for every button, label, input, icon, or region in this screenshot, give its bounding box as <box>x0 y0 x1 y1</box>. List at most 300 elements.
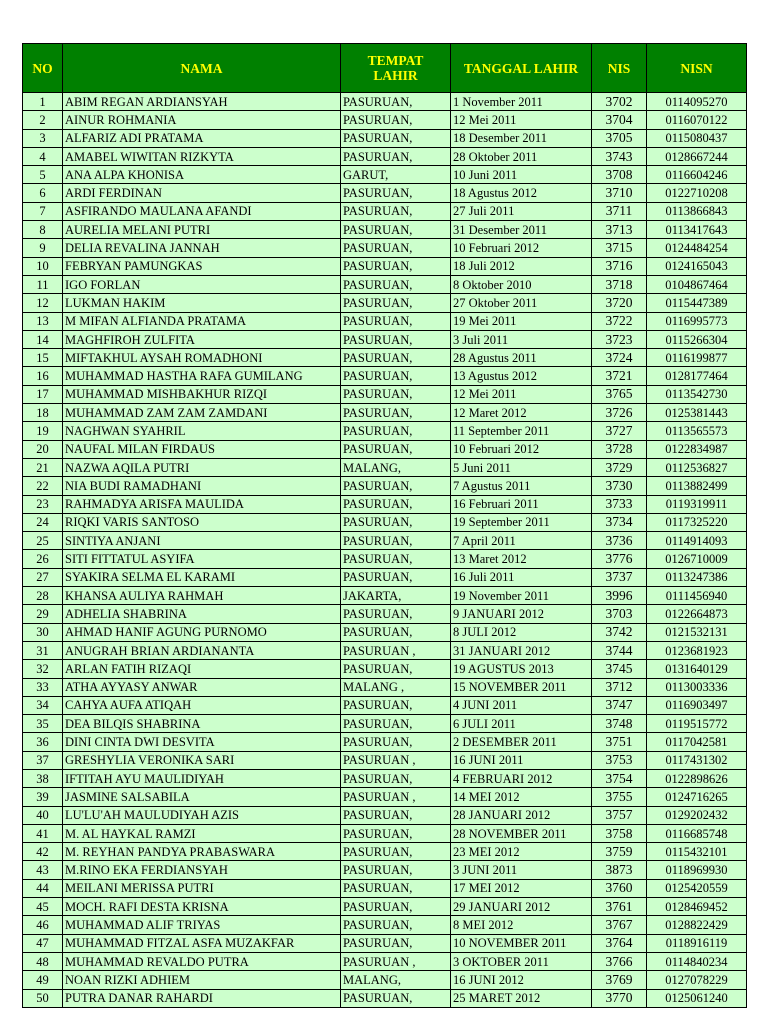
cell-nis: 3723 <box>592 330 647 348</box>
cell-tanggal-lahir: 8 Oktober 2010 <box>451 275 592 293</box>
cell-nisn: 0113882499 <box>647 477 747 495</box>
cell-tanggal-lahir: 28 Oktober 2011 <box>451 147 592 165</box>
cell-nama: DINI CINTA DWI DESVITA <box>63 733 341 751</box>
cell-nama: MUHAMMAD ZAM ZAM ZAMDANI <box>63 404 341 422</box>
cell-nis: 3742 <box>592 623 647 641</box>
cell-tempat-lahir: PASURUAN, <box>341 861 451 879</box>
cell-nisn: 0113003336 <box>647 678 747 696</box>
cell-tempat-lahir: PASURUAN, <box>341 257 451 275</box>
cell-nis: 3726 <box>592 404 647 422</box>
header-tempat-lahir <box>341 44 451 93</box>
cell-tanggal-lahir: 9 JANUARI 2012 <box>451 605 592 623</box>
cell-tanggal-lahir: 15 NOVEMBER 2011 <box>451 678 592 696</box>
cell-nama: NIA BUDI RAMADHANI <box>63 477 341 495</box>
cell-nis: 3715 <box>592 239 647 257</box>
cell-tanggal-lahir: 28 Agustus 2011 <box>451 349 592 367</box>
cell-nisn: 0124484254 <box>647 239 747 257</box>
header-tempat-line1: TEMPAT <box>367 53 424 68</box>
cell-tempat-lahir: PASURUAN, <box>341 349 451 367</box>
cell-no: 33 <box>23 678 63 696</box>
cell-nama: AMABEL WIWITAN RIZKYTA <box>63 147 341 165</box>
header-nis: NIS <box>592 44 647 93</box>
cell-no: 38 <box>23 769 63 787</box>
cell-tanggal-lahir: 19 November 2011 <box>451 587 592 605</box>
cell-nis: 3747 <box>592 696 647 714</box>
cell-no: 34 <box>23 696 63 714</box>
table-row <box>23 202 747 220</box>
cell-no: 50 <box>23 989 63 1007</box>
table-row <box>23 879 747 897</box>
cell-nama: MOCH. RAFI DESTA KRISNA <box>63 898 341 916</box>
cell-tempat-lahir: PASURUAN , <box>341 641 451 659</box>
cell-nis: 3755 <box>592 788 647 806</box>
cell-nis: 3759 <box>592 843 647 861</box>
cell-nis: 3764 <box>592 934 647 952</box>
cell-no: 3 <box>23 129 63 147</box>
cell-tanggal-lahir: 8 MEI 2012 <box>451 916 592 934</box>
cell-tanggal-lahir: 19 AGUSTUS 2013 <box>451 660 592 678</box>
cell-tempat-lahir: JAKARTA, <box>341 587 451 605</box>
table-row <box>23 239 747 257</box>
cell-nis: 3754 <box>592 769 647 787</box>
cell-nama: MIFTAKHUL AYSAH ROMADHONI <box>63 349 341 367</box>
cell-tanggal-lahir: 4 FEBRUARI 2012 <box>451 769 592 787</box>
cell-nis: 3734 <box>592 513 647 531</box>
cell-nis: 3704 <box>592 111 647 129</box>
cell-nisn: 0115447389 <box>647 294 747 312</box>
cell-nama: MEILANI MERISSA PUTRI <box>63 879 341 897</box>
cell-nis: 3743 <box>592 147 647 165</box>
cell-tanggal-lahir: 18 Desember 2011 <box>451 129 592 147</box>
cell-nama: MUHAMMAD REVALDO PUTRA <box>63 952 341 970</box>
cell-nis: 3722 <box>592 312 647 330</box>
cell-nama: DELIA REVALINA JANNAH <box>63 239 341 257</box>
cell-nisn: 0113866843 <box>647 202 747 220</box>
table-row <box>23 916 747 934</box>
table-row <box>23 861 747 879</box>
cell-no: 17 <box>23 385 63 403</box>
cell-tempat-lahir: PASURUAN, <box>341 477 451 495</box>
cell-nama: AHMAD HANIF AGUNG PURNOMO <box>63 623 341 641</box>
table-row <box>23 806 747 824</box>
cell-tempat-lahir: PASURUAN, <box>341 147 451 165</box>
cell-nisn: 0123681923 <box>647 641 747 659</box>
cell-no: 24 <box>23 513 63 531</box>
cell-tempat-lahir: PASURUAN, <box>341 550 451 568</box>
cell-nisn: 0121532131 <box>647 623 747 641</box>
table-row <box>23 477 747 495</box>
cell-no: 29 <box>23 605 63 623</box>
cell-tempat-lahir: PASURUAN, <box>341 989 451 1007</box>
cell-tanggal-lahir: 10 NOVEMBER 2011 <box>451 934 592 952</box>
cell-tempat-lahir: PASURUAN, <box>341 715 451 733</box>
cell-nis: 3730 <box>592 477 647 495</box>
cell-nama: IGO FORLAN <box>63 275 341 293</box>
cell-tanggal-lahir: 3 JUNI 2011 <box>451 861 592 879</box>
cell-tempat-lahir: PASURUAN, <box>341 898 451 916</box>
cell-tempat-lahir: PASURUAN, <box>341 367 451 385</box>
cell-nisn: 0111456940 <box>647 587 747 605</box>
cell-nisn: 0131640129 <box>647 660 747 678</box>
cell-nis: 3737 <box>592 568 647 586</box>
cell-nis: 3720 <box>592 294 647 312</box>
cell-tempat-lahir: PASURUAN, <box>341 275 451 293</box>
cell-tempat-lahir: PASURUAN, <box>341 934 451 952</box>
cell-nis: 3744 <box>592 641 647 659</box>
cell-tanggal-lahir: 4 JUNI 2011 <box>451 696 592 714</box>
cell-nis: 3712 <box>592 678 647 696</box>
cell-nis: 3758 <box>592 824 647 842</box>
cell-nisn: 0119319911 <box>647 495 747 513</box>
cell-nama: ANA ALPA KHONISA <box>63 166 341 184</box>
cell-nisn: 0122710208 <box>647 184 747 202</box>
cell-tempat-lahir: MALANG , <box>341 678 451 696</box>
cell-tanggal-lahir: 16 JUNI 2012 <box>451 971 592 989</box>
cell-nama: RIQKI VARIS SANTOSO <box>63 513 341 531</box>
cell-tempat-lahir: PASURUAN, <box>341 916 451 934</box>
cell-nama: NAUFAL MILAN FIRDAUS <box>63 440 341 458</box>
cell-nama: ABIM REGAN ARDIANSYAH <box>63 93 341 111</box>
cell-no: 45 <box>23 898 63 916</box>
table-row <box>23 952 747 970</box>
cell-tanggal-lahir: 17 MEI 2012 <box>451 879 592 897</box>
cell-no: 42 <box>23 843 63 861</box>
cell-tanggal-lahir: 16 Juli 2011 <box>451 568 592 586</box>
cell-tanggal-lahir: 31 JANUARI 2012 <box>451 641 592 659</box>
cell-nisn: 0124716265 <box>647 788 747 806</box>
cell-tempat-lahir: PASURUAN, <box>341 532 451 550</box>
cell-nisn: 0126710009 <box>647 550 747 568</box>
table-row <box>23 989 747 1007</box>
cell-nis: 3733 <box>592 495 647 513</box>
header-nama: NAMA <box>63 44 341 93</box>
cell-tempat-lahir: PASURUAN, <box>341 824 451 842</box>
cell-no: 6 <box>23 184 63 202</box>
table-row <box>23 696 747 714</box>
cell-nama: ANUGRAH BRIAN ARDIANANTA <box>63 641 341 659</box>
cell-no: 4 <box>23 147 63 165</box>
cell-tanggal-lahir: 27 Oktober 2011 <box>451 294 592 312</box>
cell-tempat-lahir: PASURUAN, <box>341 239 451 257</box>
table-row <box>23 715 747 733</box>
cell-nisn: 0125381443 <box>647 404 747 422</box>
header-no: NO <box>23 44 63 93</box>
cell-nis: 3724 <box>592 349 647 367</box>
cell-tempat-lahir: PASURUAN, <box>341 312 451 330</box>
table-row <box>23 843 747 861</box>
cell-nama: JASMINE SALSABILA <box>63 788 341 806</box>
cell-tempat-lahir: PASURUAN, <box>341 605 451 623</box>
cell-no: 7 <box>23 202 63 220</box>
cell-nama: AURELIA MELANI PUTRI <box>63 221 341 239</box>
cell-tanggal-lahir: 8 JULI 2012 <box>451 623 592 641</box>
cell-nama: MUHAMMAD ALIF TRIYAS <box>63 916 341 934</box>
cell-nis: 3736 <box>592 532 647 550</box>
cell-nisn: 0128667244 <box>647 147 747 165</box>
cell-nisn: 0104867464 <box>647 275 747 293</box>
cell-nama: NAZWA AQILA PUTRI <box>63 458 341 476</box>
cell-nisn: 0115080437 <box>647 129 747 147</box>
cell-nisn: 0113247386 <box>647 568 747 586</box>
cell-tempat-lahir: PASURUAN, <box>341 404 451 422</box>
cell-nis: 3873 <box>592 861 647 879</box>
cell-tanggal-lahir: 31 Desember 2011 <box>451 221 592 239</box>
cell-no: 20 <box>23 440 63 458</box>
table-row <box>23 367 747 385</box>
cell-tempat-lahir: PASURUAN, <box>341 111 451 129</box>
cell-tanggal-lahir: 12 Mei 2011 <box>451 385 592 403</box>
table-row <box>23 769 747 787</box>
table-row <box>23 458 747 476</box>
cell-nisn: 0112536827 <box>647 458 747 476</box>
student-table <box>22 43 747 1008</box>
cell-nisn: 0116604246 <box>647 166 747 184</box>
cell-tempat-lahir: PASURUAN, <box>341 733 451 751</box>
cell-nama: LUKMAN HAKIM <box>63 294 341 312</box>
cell-tanggal-lahir: 5 Juni 2011 <box>451 458 592 476</box>
cell-no: 12 <box>23 294 63 312</box>
cell-nama: ADHELIA SHABRINA <box>63 605 341 623</box>
cell-nis: 3702 <box>592 93 647 111</box>
cell-nama: MUHAMMAD HASTHA RAFA GUMILANG <box>63 367 341 385</box>
cell-tanggal-lahir: 19 September 2011 <box>451 513 592 531</box>
cell-nisn: 0122834987 <box>647 440 747 458</box>
table-row <box>23 898 747 916</box>
cell-tanggal-lahir: 2 DESEMBER 2011 <box>451 733 592 751</box>
cell-tempat-lahir: PASURUAN, <box>341 93 451 111</box>
cell-nis: 3753 <box>592 751 647 769</box>
cell-tempat-lahir: PASURUAN, <box>341 696 451 714</box>
cell-no: 37 <box>23 751 63 769</box>
header-tanggal-lahir: TANGGAL LAHIR <box>451 44 592 93</box>
cell-nama: CAHYA AUFA ATIQAH <box>63 696 341 714</box>
cell-nis: 3705 <box>592 129 647 147</box>
cell-nama: SITI FITTATUL ASYIFA <box>63 550 341 568</box>
cell-nisn: 0122898626 <box>647 769 747 787</box>
cell-nis: 3728 <box>592 440 647 458</box>
cell-tempat-lahir: PASURUAN, <box>341 879 451 897</box>
cell-nisn: 0116903497 <box>647 696 747 714</box>
cell-tempat-lahir: PASURUAN, <box>341 660 451 678</box>
cell-nama: ATHA AYYASY ANWAR <box>63 678 341 696</box>
table-row <box>23 312 747 330</box>
cell-nama: AINUR ROHMANIA <box>63 111 341 129</box>
cell-no: 15 <box>23 349 63 367</box>
cell-tanggal-lahir: 10 Februari 2012 <box>451 239 592 257</box>
cell-nis: 3769 <box>592 971 647 989</box>
cell-tanggal-lahir: 14 MEI 2012 <box>451 788 592 806</box>
cell-tanggal-lahir: 28 NOVEMBER 2011 <box>451 824 592 842</box>
cell-tanggal-lahir: 6 JULI 2011 <box>451 715 592 733</box>
table-body <box>23 93 747 1008</box>
cell-nis: 3760 <box>592 879 647 897</box>
cell-tanggal-lahir: 19 Mei 2011 <box>451 312 592 330</box>
cell-no: 44 <box>23 879 63 897</box>
cell-nis: 3761 <box>592 898 647 916</box>
table-row <box>23 513 747 531</box>
cell-no: 43 <box>23 861 63 879</box>
cell-tempat-lahir: PASURUAN, <box>341 806 451 824</box>
table-row <box>23 184 747 202</box>
cell-nisn: 0122664873 <box>647 605 747 623</box>
cell-no: 30 <box>23 623 63 641</box>
cell-nisn: 0116995773 <box>647 312 747 330</box>
table-row <box>23 495 747 513</box>
cell-nis: 3765 <box>592 385 647 403</box>
cell-nisn: 0113542730 <box>647 385 747 403</box>
cell-no: 49 <box>23 971 63 989</box>
cell-no: 5 <box>23 166 63 184</box>
cell-no: 16 <box>23 367 63 385</box>
cell-no: 32 <box>23 660 63 678</box>
table-row <box>23 166 747 184</box>
cell-nama: KHANSA AULIYA RAHMAH <box>63 587 341 605</box>
cell-tanggal-lahir: 12 Mei 2011 <box>451 111 592 129</box>
cell-no: 28 <box>23 587 63 605</box>
table-row <box>23 147 747 165</box>
table-row <box>23 824 747 842</box>
cell-tempat-lahir: PASURUAN, <box>341 495 451 513</box>
cell-no: 14 <box>23 330 63 348</box>
cell-no: 1 <box>23 93 63 111</box>
cell-tanggal-lahir: 7 Agustus 2011 <box>451 477 592 495</box>
cell-nisn: 0114840234 <box>647 952 747 970</box>
cell-nis: 3703 <box>592 605 647 623</box>
cell-tanggal-lahir: 28 JANUARI 2012 <box>451 806 592 824</box>
table-row <box>23 660 747 678</box>
table-row <box>23 111 747 129</box>
cell-nisn: 0128177464 <box>647 367 747 385</box>
cell-nisn: 0118916119 <box>647 934 747 952</box>
cell-no: 40 <box>23 806 63 824</box>
cell-no: 22 <box>23 477 63 495</box>
cell-nama: M. AL HAYKAL RAMZI <box>63 824 341 842</box>
table-row <box>23 349 747 367</box>
cell-tempat-lahir: PASURUAN, <box>341 221 451 239</box>
cell-no: 27 <box>23 568 63 586</box>
cell-nama: M.RINO EKA FERDIANSYAH <box>63 861 341 879</box>
cell-nama: MAGHFIROH ZULFITA <box>63 330 341 348</box>
cell-nis: 3708 <box>592 166 647 184</box>
cell-no: 41 <box>23 824 63 842</box>
cell-nama: ARDI FERDINAN <box>63 184 341 202</box>
table-row <box>23 678 747 696</box>
cell-nisn: 0117325220 <box>647 513 747 531</box>
cell-nis: 3766 <box>592 952 647 970</box>
cell-nisn: 0113565573 <box>647 422 747 440</box>
cell-tempat-lahir: PASURUAN, <box>341 330 451 348</box>
cell-tempat-lahir: MALANG, <box>341 458 451 476</box>
cell-nisn: 0119515772 <box>647 715 747 733</box>
table-row <box>23 440 747 458</box>
cell-nama: NAGHWAN SYAHRIL <box>63 422 341 440</box>
cell-tempat-lahir: PASURUAN, <box>341 843 451 861</box>
table-row <box>23 605 747 623</box>
cell-nis: 3721 <box>592 367 647 385</box>
table-row <box>23 532 747 550</box>
cell-tanggal-lahir: 16 Februari 2011 <box>451 495 592 513</box>
cell-no: 35 <box>23 715 63 733</box>
cell-nisn: 0124165043 <box>647 257 747 275</box>
cell-tempat-lahir: PASURUAN, <box>341 568 451 586</box>
table-row <box>23 751 747 769</box>
cell-nis: 3716 <box>592 257 647 275</box>
cell-nis: 3718 <box>592 275 647 293</box>
cell-no: 48 <box>23 952 63 970</box>
cell-tempat-lahir: PASURUAN, <box>341 202 451 220</box>
cell-tanggal-lahir: 10 Februari 2012 <box>451 440 592 458</box>
cell-tanggal-lahir: 13 Maret 2012 <box>451 550 592 568</box>
header-row <box>23 44 747 93</box>
cell-nis: 3745 <box>592 660 647 678</box>
cell-tanggal-lahir: 23 MEI 2012 <box>451 843 592 861</box>
cell-nama: FEBRYAN PAMUNGKAS <box>63 257 341 275</box>
cell-tanggal-lahir: 29 JANUARI 2012 <box>451 898 592 916</box>
cell-nisn: 0116070122 <box>647 111 747 129</box>
cell-nisn: 0125420559 <box>647 879 747 897</box>
table-row <box>23 221 747 239</box>
cell-nis: 3776 <box>592 550 647 568</box>
cell-tempat-lahir: MALANG, <box>341 971 451 989</box>
cell-nisn: 0116199877 <box>647 349 747 367</box>
cell-tempat-lahir: PASURUAN , <box>341 751 451 769</box>
cell-tempat-lahir: PASURUAN, <box>341 623 451 641</box>
table-row <box>23 550 747 568</box>
cell-no: 46 <box>23 916 63 934</box>
cell-nisn: 0113417643 <box>647 221 747 239</box>
cell-nama: DEA BILQIS SHABRINA <box>63 715 341 733</box>
cell-tanggal-lahir: 3 OKTOBER 2011 <box>451 952 592 970</box>
cell-tanggal-lahir: 11 September 2011 <box>451 422 592 440</box>
cell-nisn: 0116685748 <box>647 824 747 842</box>
table-row <box>23 788 747 806</box>
cell-tempat-lahir: PASURUAN, <box>341 129 451 147</box>
cell-tanggal-lahir: 3 Juli 2011 <box>451 330 592 348</box>
cell-no: 23 <box>23 495 63 513</box>
cell-nis: 3748 <box>592 715 647 733</box>
cell-no: 31 <box>23 641 63 659</box>
cell-tempat-lahir: PASURUAN, <box>341 440 451 458</box>
cell-tanggal-lahir: 27 Juli 2011 <box>451 202 592 220</box>
cell-tempat-lahir: PASURUAN, <box>341 422 451 440</box>
cell-nis: 3757 <box>592 806 647 824</box>
cell-tanggal-lahir: 12 Maret 2012 <box>451 404 592 422</box>
table-row <box>23 568 747 586</box>
cell-nisn: 0115266304 <box>647 330 747 348</box>
cell-nis: 3713 <box>592 221 647 239</box>
cell-tanggal-lahir: 25 MARET 2012 <box>451 989 592 1007</box>
cell-nama: RAHMADYA ARISFA MAULIDA <box>63 495 341 513</box>
table-row <box>23 129 747 147</box>
cell-nama: PUTRA DANAR RAHARDI <box>63 989 341 1007</box>
cell-nis: 3767 <box>592 916 647 934</box>
cell-tanggal-lahir: 16 JUNI 2011 <box>451 751 592 769</box>
cell-no: 2 <box>23 111 63 129</box>
cell-nisn: 0125061240 <box>647 989 747 1007</box>
cell-nis: 3770 <box>592 989 647 1007</box>
cell-no: 19 <box>23 422 63 440</box>
cell-tanggal-lahir: 18 Juli 2012 <box>451 257 592 275</box>
cell-tempat-lahir: PASURUAN, <box>341 184 451 202</box>
cell-nama: IFTITAH AYU MAULIDIYAH <box>63 769 341 787</box>
cell-nis: 3996 <box>592 587 647 605</box>
table-row <box>23 385 747 403</box>
cell-no: 36 <box>23 733 63 751</box>
cell-no: 9 <box>23 239 63 257</box>
cell-nisn: 0117042581 <box>647 733 747 751</box>
cell-no: 39 <box>23 788 63 806</box>
table-row <box>23 404 747 422</box>
